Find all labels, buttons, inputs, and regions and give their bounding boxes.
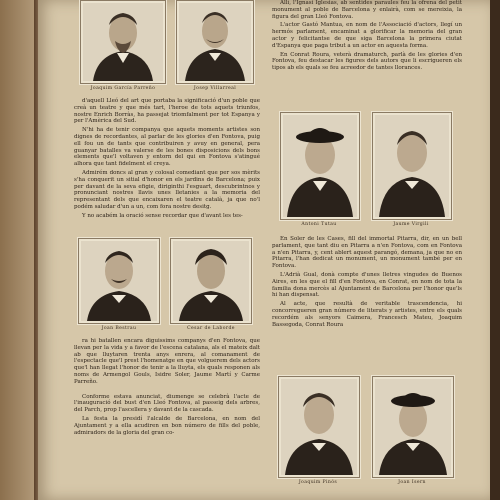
paragraph: Al acte, que resultà de veritable trascendencia, hi concorregueren gran número de literats y artistes, entre els quals recordém als senyors Caimera, Francesch Mateu, Joaquim Bassegoda, Conrat Roura (272, 301, 462, 328)
portrait-photo-villarreal (176, 0, 254, 84)
paragraph: Conforme estava anunciat, diumenge se celebrà l'acte de l'inauguració del bust d'en Lleó Fontova, al passeig dels arbres, del Parch, prop l'ascellera y davant de la cascada. (74, 393, 260, 414)
right-column-text-middle (272, 236, 462, 330)
caption-isern: Joan Isern (398, 480, 426, 485)
caption-bestrau: Joan Bestrau (101, 326, 137, 331)
portrait-photo-pinos (278, 376, 360, 478)
portrait-photo-garcia-parreno (80, 0, 166, 84)
left-column-text-bottom (74, 338, 260, 438)
portrait-photo-bestrau (78, 238, 160, 324)
paragraph: N'hi ha de tenir companya que aquets moments artistes son dignes de recordantes, al parlar de les glories d'en Fontova, puig ell fou un de tants que contribuiren y avuy en general, pera guanyar batalles va valerse de les bones disposicions dels bons elements que'l voltaven y entorn del qui en Fontova s'atingué alhora que tant fidelment el creya. (74, 127, 260, 168)
caption-tutau: Antoni Tutau (301, 222, 337, 227)
caption-pinos: Joaquim Pinós (298, 480, 338, 485)
paragraph: Y no acabém la oració sense recordar que d'avant les tes- (82, 212, 243, 219)
portrait-photo-laborde (170, 238, 252, 324)
paragraph: L'actor Gastó Mantua, en nom de l'Associació d'actors, llegí un hermós parlament, encaminat a glorificar la memoria del gran actor y felicitantse de que siga Barcelona la primera ciutat d'Espanya que paga tribut a un actor en aquesta forma. (272, 22, 462, 49)
paragraph: En Conrat Roura, veterà dramaturch, parlà de les glories d'en Fontova, feu destacar les figures dels autors que li escrigueren els tipos ab els quals se feu acreedor de tantes llorances. (272, 51, 462, 72)
caption-virgili: Jaume Virgili (393, 222, 429, 227)
paragraph: En Soler de les Cases, fill del immortal Pitarra, dir, en un bell parlament, que tant diu en Pitarra a n'en Fontova, com en Fontova a n'en Pitarra, y, cent ablert aquest parangó, demana, ja que no en Pitarra, l'han dedicat un monument, un monument també per en Fontova. (272, 236, 462, 270)
portrait-photo-virgili (372, 112, 452, 220)
paragraph: Allí, l'Ignasi Iglesias, ab sentides paraules feu la ofrena del petit monument al poble de Barcelona y enlairà, com se mereixia, la figura del gran Lleó Fontova. (272, 0, 462, 20)
paragraph: d'aquell Lleó del art que portaba la significació d'un poble que creà un teatre y que més tart, l'heroe de tots aquets triunfos, nostre Enrich Borràs, ha passejat triomfalment per tot Espanya y per l'Amèrica del Sud. (74, 98, 260, 125)
portrait-photo-tutau (280, 112, 360, 220)
paragraph: La festa la presidí l'alcalde de Barcelona, en nom del Ajuntament y a ella acudiren en bon número de fills del poble, admiradors de la gloria del gran co- (74, 415, 260, 436)
paragraph: Admirém doncs al gran y colosal comediant que per sos mèrits s'ha conquerit un sitial d'honor en els jardins de Barcelona; puix per davant de la seva efigie, diriginthi l'esguart, descubrintnos y pronunciant nostres llavis unes lletanies a la memoria del representant dels que encaixaren el teatre català, ja que no'l podém saludar d'un a un, com fora nostre desitg. (74, 169, 260, 210)
left-column-text-top (74, 98, 260, 222)
caption-villarreal: Josep Villarreal (193, 86, 237, 91)
paragraph: ra hi batallen encara diguissims companys d'en Fontova, que llevan per la vida y a favor de l'escena catalana, als el mateix dalt ab que lluytaren trenta anys enrera, al comanament de l'espectacle que'l prest l'homenatge en que volguerem dels actors que'l han llegat l'honor de tenir a la lluyta, els quals responen als noms de Armengol Gouls, Isidre Soler, Jaume Martí y Carme Parreño. (74, 338, 260, 385)
paragraph: L'Adrià Gual, donà compte d'unes lletres vingudes de Buenos Aires, en les que el fill d'en Fontova, en Conrat, en nom de tota la familia dona mercès al Ajuntament de Barcelona per l'honor que'ls hi han dispensat. (272, 271, 462, 299)
portrait-photo-isern (372, 376, 454, 478)
right-column-text-top (272, 0, 462, 74)
caption-laborde: Cesar de Laborde (187, 326, 235, 331)
caption-garcia-parreno: Joaquim García Parreño (90, 86, 156, 91)
previous-page-edge (0, 0, 34, 500)
